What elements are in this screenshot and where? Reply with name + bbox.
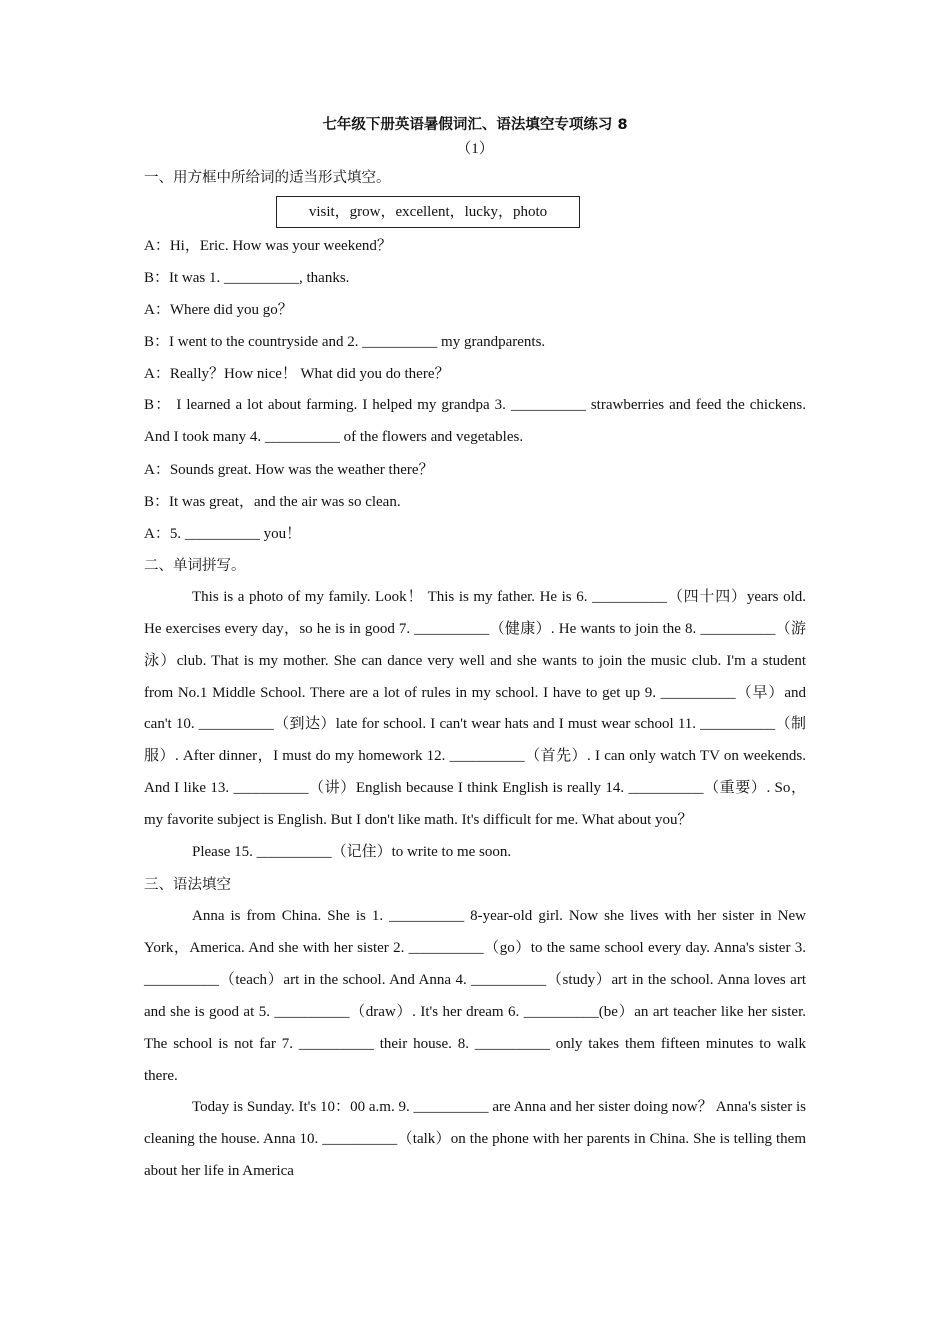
section3-heading: 三、语法填空	[144, 876, 231, 893]
page-title: 七年级下册英语暑假词汇、语法填空专项练习 8	[322, 117, 628, 133]
dialogue-line: A：5. __________ you！	[144, 525, 302, 542]
dialogue-line: B：It was great，and the air was so clean.	[144, 493, 401, 510]
section2-heading: 二、单词拼写。	[144, 557, 246, 574]
word-box: visit，grow，excellent，lucky，photo	[276, 196, 580, 228]
dialogue-line: B： I learned a lot about farming. I helped my grandpa 3. __________ strawberries and feed the chickens. And I took many 4. __________ of the flowers and vegetables.	[144, 397, 809, 445]
dialogue-line: B：I went to the countryside and 2. __________ my grandparents.	[144, 334, 546, 350]
dialogue-line: A：Hi，Eric. How was your weekend？	[144, 238, 392, 254]
worksheet-page	[144, 112, 810, 1188]
dialogue-line: A：Where did you go？	[144, 302, 293, 318]
section2-paragraph: This is a photo of my family. Look！ This is my father. He is 6. __________（四十四）years old. He exercises every day，so he is in good 7. __________（健康）. He wants to join the 8. __________（游泳）club. That is my mother. She can dance very well and she wants to join the music club. I'm a student from No.1 Middle School. There are a lot of rules in my school. I have to get up 9. __________（早）and can't 10. __________（到达）late for school. I can't wear hats and I must wear school 11. __________（制服）. After dinner，I must do my homework 12. __________（首先）. I can only watch TV on weekends. And I like 13. __________（讲）English because I think English is really 14. __________（重要）. So，my favorite subject is English. But I don't like math. It's difficult for me. What about you？	[144, 588, 810, 829]
section1-heading: 一、用方框中所给词的适当形式填空。	[144, 170, 391, 186]
dialogue-line: B：It was 1. __________, thanks.	[144, 270, 350, 286]
section2-paragraph: Please 15. __________（记住）to write to me soon.	[192, 844, 512, 861]
section3-paragraph: Anna is from China. She is 1. __________ 8-year-old girl. Now she lives with her sister in New York，America. And she with her sister 2. __________（go）to the same school every day. Anna's sister 3. __________（teach）art in the school. And Anna 4. __________（study）art in the school. Anna loves art and she is good at 5. __________（draw）. It's her dream 6. __________(be）an art teacher like her sister. The school is not far 7. __________ their house. 8. __________ only takes them fifteen minutes to walk there.	[144, 907, 810, 1084]
dialogue-line: A：Really？How nice！ What did you do there？	[144, 366, 450, 382]
section3-paragraph: Today is Sunday. It's 10：00 a.m. 9. __________ are Anna and her sister doing now？ Anna's sister is cleaning the house. Anna 10. __________（talk）on the phone with her parents in China. She is telling them about her life in America	[144, 1099, 810, 1180]
dialogue-line: A：Sounds great. How was the weather there？	[144, 461, 434, 478]
page-subtitle: （1）	[456, 141, 494, 157]
